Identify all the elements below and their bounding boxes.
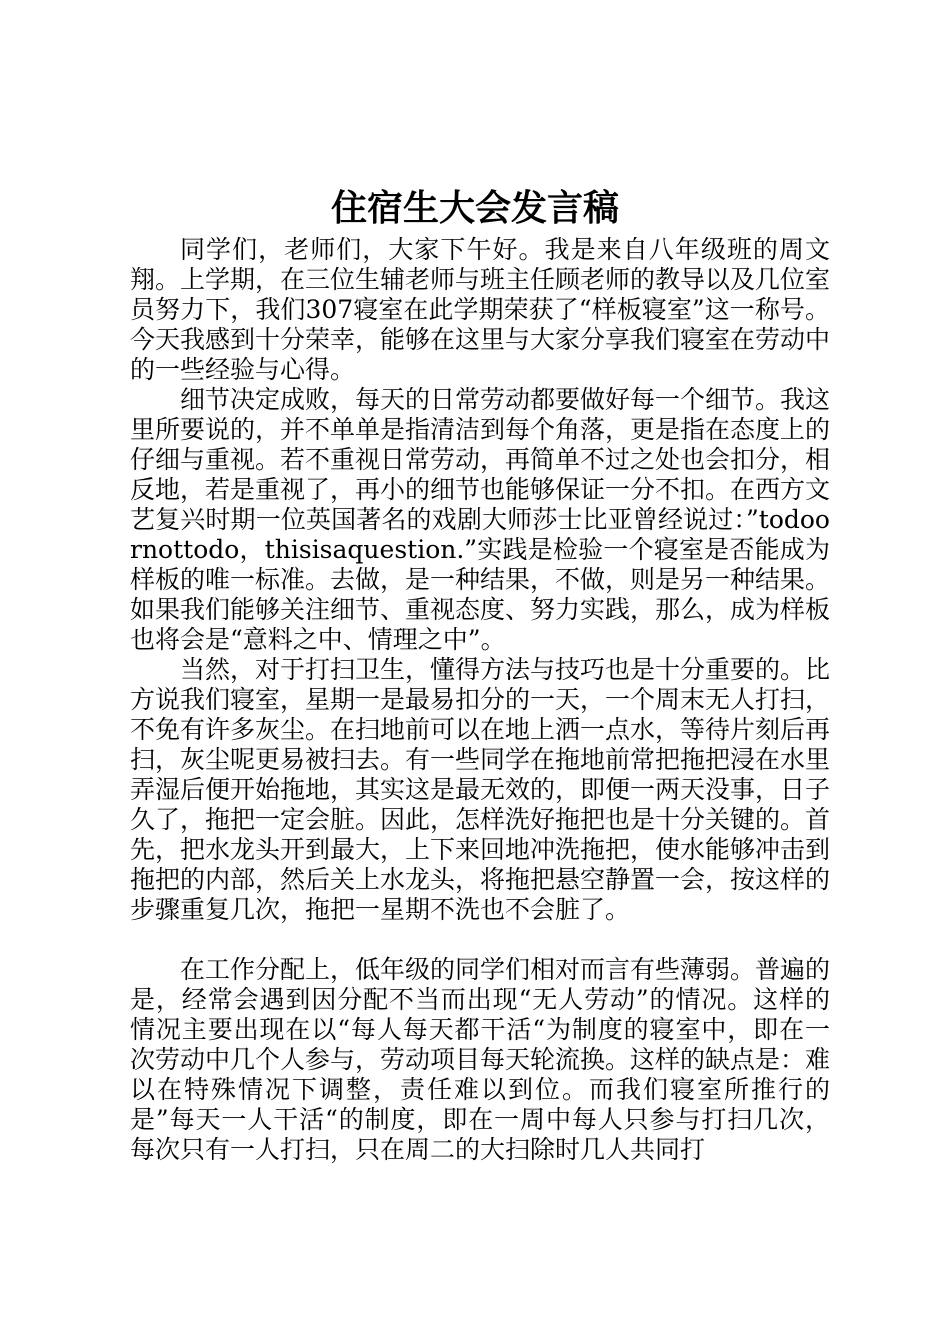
- document-body: [130, 235, 830, 1165]
- paragraph-2: 细节决定成败，每天的日常劳动都要做好每一个细节。我这里所要说的，并不单单是指清洁到每个角落，更是指在态度上的仔细与重视。若不重视日常劳动，再简单不过之处也会扣分，相反地，若是重视了，再小的细节也能够保证一分不扣。在西方文艺复兴时期一位英国著名的戏剧大师莎士比亚曾经说过：”todoornottodo，thisisaquestion.”实践是检验一个寝室是否能成为样板的唯一标准。去做，是一种结果，不做，则是另一种结果。如果我们能够关注细节、重视态度、努力实践，那么，成为样板也将会是“意料之中、情理之中”。: [130, 385, 831, 654]
- paragraph-1: 同学们，老师们，大家下午好。我是来自八年级班的周文翔。上学期，在三位生辅老师与班主任顾老师的教导以及几位室员努力下，我们307寝室在此学期荣获了“样板寝室”这一称号。今天我感到十分荣幸，能够在这里与大家分享我们寝室在劳动中的一些经验与心得。: [130, 235, 831, 384]
- document-title: 住宿生大会发言稿: [330, 187, 619, 229]
- paragraph-4: 在工作分配上，低年级的同学们相对而言有些薄弱。普遍的是，经常会遇到因分配不当而出现“无人劳动”的情况。这样的情况主要出现在以“每人每天都干活“为制度的寝室中，即在一次劳动中几个人参与，劳动项目每天轮流换。这样的缺点是：难以在特殊情况下调整，责任难以到位。而我们寝室所推行的是”每天一人干活“的制度，即在一周中每人只参与打扫几次，每次只有一人打扫，只在周二的大扫除时几人共同打: [130, 955, 831, 1164]
- paragraph-3: 当然，对于打扫卫生，懂得方法与技巧也是十分重要的。比方说我们寝室，星期一是最易扣分的一天，一个周末无人打扫，不免有许多灰尘。在扫地前可以在地上洒一点水，等待片刻后再扫，灰尘呢更易被扫去。有一些同学在拖地前常把拖把浸在水里弄湿后便开始拖地，其实这是最无效的，即便一两天没事，日子久了，拖把一定会脏。因此，怎样洗好拖把也是十分关键的。首先，把水龙头开到最大，上下来回地冲洗拖把，使水能够冲击到拖把的内部，然后关上水龙头，将拖把悬空静置一会，按这样的步骤重复几次，拖把一星期不洗也不会脏了。: [130, 655, 831, 924]
